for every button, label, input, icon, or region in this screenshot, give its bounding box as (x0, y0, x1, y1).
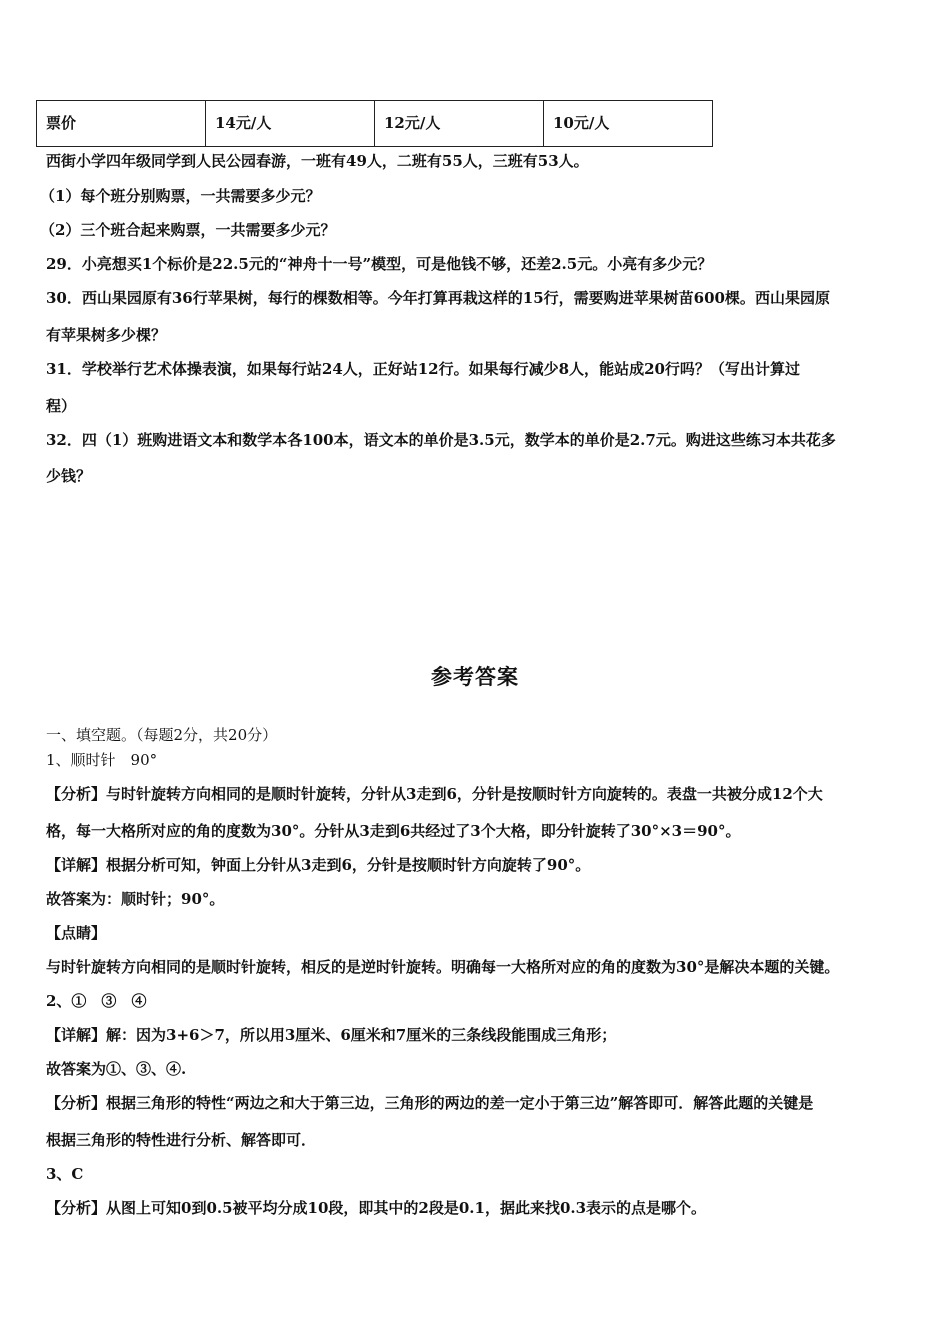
question-29: 29．小亮想买1个标价是22.5元的“神舟十一号”模型，可是他钱不够，还差2.5元。小亮有多少元？ (46, 255, 713, 273)
answer-1: 1、顺时针 90° (46, 751, 158, 769)
answer-3: 3、C (46, 1165, 84, 1183)
table-cell-price-1: 14元/人 (206, 101, 375, 147)
answer-2-analysis-line-1: 【分析】根据三角形的特性“两边之和大于第三边，三角形的两边的差一定小于第三边”解答即可．解答此题的关键是 (46, 1094, 814, 1112)
answer-2-conclusion: 故答案为①、③、④. (46, 1060, 187, 1078)
table-row (37, 101, 713, 147)
section-1-header: 一、填空题。（每题2分，共20分） (46, 726, 278, 744)
ticket-price-table (36, 100, 713, 147)
question-28-intro: 西街小学四年级同学到人民公园春游，一班有49人，二班有55人，三班有53人。 (46, 152, 589, 170)
question-31-line-2: 程） (46, 397, 77, 415)
table-cell-price-2: 12元/人 (375, 101, 544, 147)
answer-1-analysis-line-2: 格，每一大格所对应的角的度数为30°。分针从3走到6共经过了3个大格，即分针旋转了30°×3＝90°。 (46, 822, 741, 840)
answer-1-detail: 【详解】根据分析可知，钟面上分针从3走到6，分针是按顺时针方向旋转了90°。 (46, 856, 591, 874)
question-31-line-1: 31．学校举行艺术体操表演，如果每行站24人，正好站12行。如果每行减少8人，能站成20行吗？（写出计算过 (46, 360, 800, 378)
answer-2-analysis-line-2: 根据三角形的特性进行分析、解答即可． (46, 1131, 317, 1149)
table-cell-price-3: 10元/人 (544, 101, 713, 147)
answer-1-analysis-line-1: 【分析】与时针旋转方向相同的是顺时针旋转，分针从3走到6，分针是按顺时针方向旋转的。表盘一共被分成12个大 (46, 785, 823, 803)
answer-1-conclusion: 故答案为：顺时针；90°。 (46, 890, 225, 908)
answer-1-note-header: 【点睛】 (46, 924, 107, 942)
question-32-line-2: 少钱？ (46, 467, 92, 485)
answer-1-note: 与时针旋转方向相同的是顺时针旋转，相反的是逆时针旋转。明确每一大格所对应的角的度数为30°是解决本题的关键。 (46, 958, 840, 976)
answer-3-analysis: 【分析】从图上可知0到0.5被平均分成10段，即其中的2段是0.1，据此来找0.3表示的点是哪个。 (46, 1199, 707, 1217)
question-30-line-2: 有苹果树多少棵？ (46, 326, 167, 344)
question-32-line-1: 32．四（1）班购进语文本和数学本各100本，语文本的单价是3.5元，数学本的单价是2.7元。购进这些练习本共花多 (46, 431, 836, 449)
answer-2: 2、① ③ ④ (46, 992, 147, 1010)
question-28-part-1: （1）每个班分别购票，一共需要多少元？ (40, 187, 321, 205)
question-28-part-2: （2）三个班合起来购票，一共需要多少元？ (40, 221, 336, 239)
answer-2-detail: 【详解】解：因为3+6＞7，所以用3厘米、6厘米和7厘米的三条线段能围成三角形； (46, 1026, 617, 1044)
table-cell-label: 票价 (37, 101, 206, 147)
answers-title: 参考答案 (431, 664, 519, 689)
question-30-line-1: 30．西山果园原有36行苹果树，每行的棵数相等。今年打算再栽这样的15行，需要购进苹果树苗600棵。西山果园原 (46, 289, 830, 307)
